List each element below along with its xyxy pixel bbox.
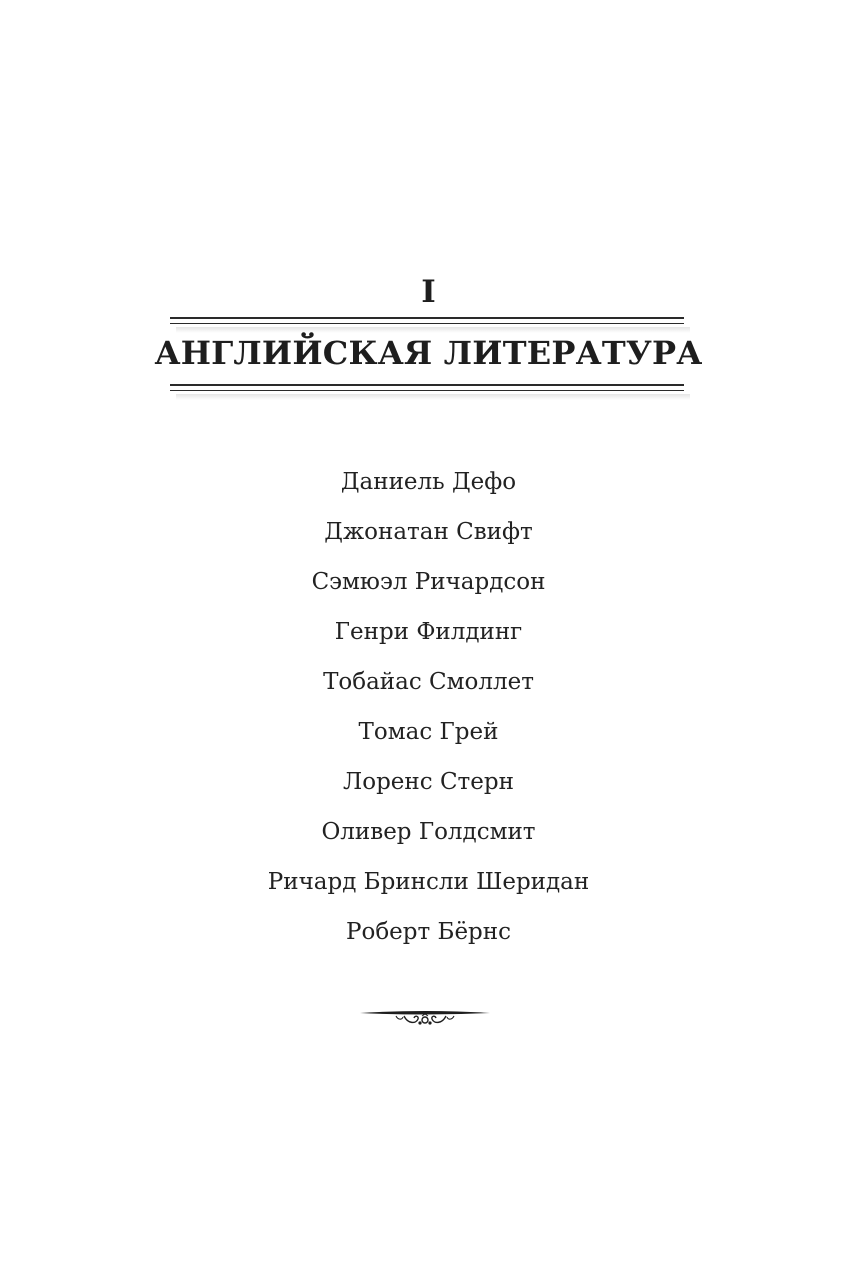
part-title: АНГЛИЙСКАЯ ЛИТЕРАТУРА: [154, 334, 703, 372]
author-item: Роберт Бёрнс: [346, 919, 511, 945]
author-item: Даниель Дефо: [340, 469, 517, 495]
part-numeral: I: [421, 274, 436, 310]
author-item: Лоренс Стерн: [343, 769, 514, 795]
title-rule-bottom-inner: [170, 390, 684, 391]
title-rule-top-inner: [170, 323, 684, 324]
flourish-divider-icon: [358, 1004, 492, 1030]
author-item: Оливер Голдсмит: [321, 819, 536, 845]
author-item: Ричард Бринсли Шеридан: [267, 869, 590, 895]
title-shadow-bottom: [176, 394, 690, 400]
title-rule-bottom-outer: [170, 384, 684, 386]
author-item: Генри Филдинг: [334, 619, 523, 645]
author-item: Сэмюэл Ричардсон: [311, 569, 546, 595]
author-item: Джонатан Свифт: [324, 519, 533, 545]
author-item: Томас Грей: [358, 719, 499, 745]
author-list: [0, 462, 857, 962]
author-item: Тобайас Смоллет: [323, 669, 534, 695]
title-rule-top-outer: [170, 317, 684, 319]
